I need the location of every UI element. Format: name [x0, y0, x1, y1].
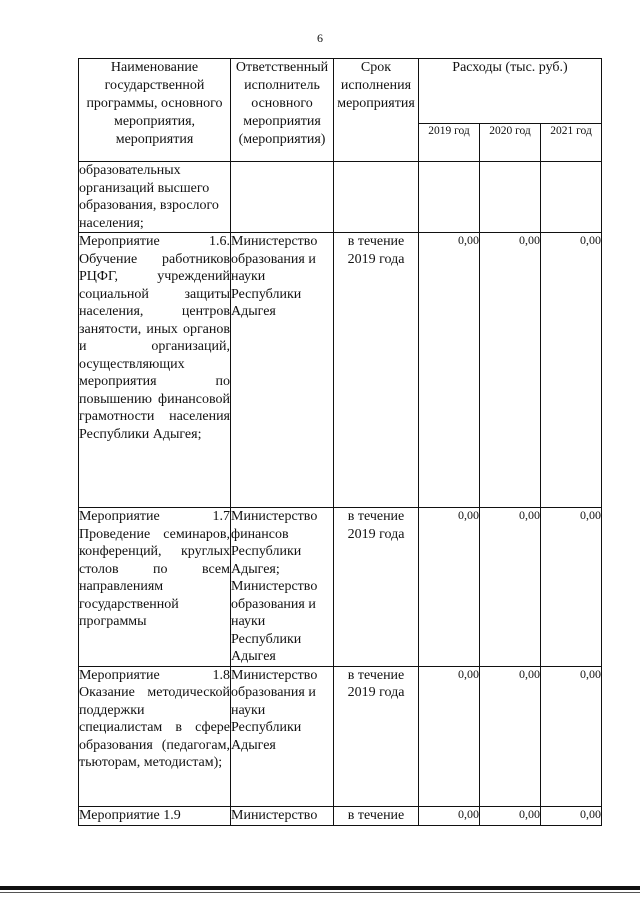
header-year-2021: 2021 год [541, 124, 602, 162]
row-value-2019: 0,00 [419, 233, 480, 508]
header-name: Наименование государственной программы, основного мероприятия, мероприятия [79, 59, 231, 162]
row-value-2020 [480, 162, 541, 233]
row-executor: Министерство образования и науки Республики Адыгея [231, 233, 334, 508]
table-row [79, 806, 602, 825]
row-name: Мероприятие 1.6. Обучение работников РЦФГ, учреждений социальной защиты населения, центров занятости, иных органов и организаций, осуществляющих мероприятия по повышению финансовой грамотности населения Республики Адыгея; [79, 233, 231, 508]
header-executor: Ответственный исполнитель основного мероприятия (мероприятия) [231, 59, 334, 162]
row-term: в течение [334, 806, 419, 825]
header-row [79, 59, 602, 124]
page-number: 6 [317, 31, 323, 45]
row-value-2021: 0,00 [541, 666, 602, 806]
row-value-2021: 0,00 [541, 508, 602, 667]
scan-edge-band [0, 886, 640, 890]
table-row [79, 508, 602, 667]
row-name: Мероприятие 1.8 Оказание методической поддержки специалистам в сфере образования (педагогам, тьюторам, методистам); [79, 666, 231, 806]
row-value-2020: 0,00 [480, 666, 541, 806]
row-value-2019 [419, 162, 480, 233]
table-row [79, 666, 602, 806]
table-row [79, 162, 602, 233]
row-name: Мероприятие 1.7 Проведение семинаров, конференций, круглых столов по всем направлениям государственной программы [79, 508, 231, 667]
row-name: образовательных организаций высшего образования, взрослого населения; [79, 162, 231, 233]
row-term: в течение 2019 года [334, 666, 419, 806]
header-expenses: Расходы (тыс. руб.) [419, 59, 602, 124]
row-name: Мероприятие 1.9 [79, 806, 231, 825]
row-executor: Министерство [231, 806, 334, 825]
row-term [334, 162, 419, 233]
row-executor [231, 162, 334, 233]
header-year-2019: 2019 год [419, 124, 480, 162]
row-term: в течение 2019 года [334, 233, 419, 508]
row-value-2019: 0,00 [419, 508, 480, 667]
row-value-2021 [541, 162, 602, 233]
table-row [79, 233, 602, 508]
row-value-2020: 0,00 [480, 806, 541, 825]
header-year-2020: 2020 год [480, 124, 541, 162]
scan-edge-line [0, 892, 640, 893]
row-value-2019: 0,00 [419, 806, 480, 825]
row-executor: Министерство образования и науки Республики Адыгея [231, 666, 334, 806]
header-term: Срок исполнения мероприятия [334, 59, 419, 162]
row-executor: Министерство финансов Республики Адыгея; Министерство образования и науки Республики Адыгея [231, 508, 334, 667]
row-value-2019: 0,00 [419, 666, 480, 806]
row-value-2021: 0,00 [541, 806, 602, 825]
row-value-2020: 0,00 [480, 508, 541, 667]
row-value-2020: 0,00 [480, 233, 541, 508]
row-value-2021: 0,00 [541, 233, 602, 508]
row-term: в течение 2019 года [334, 508, 419, 667]
budget-table [78, 58, 602, 826]
